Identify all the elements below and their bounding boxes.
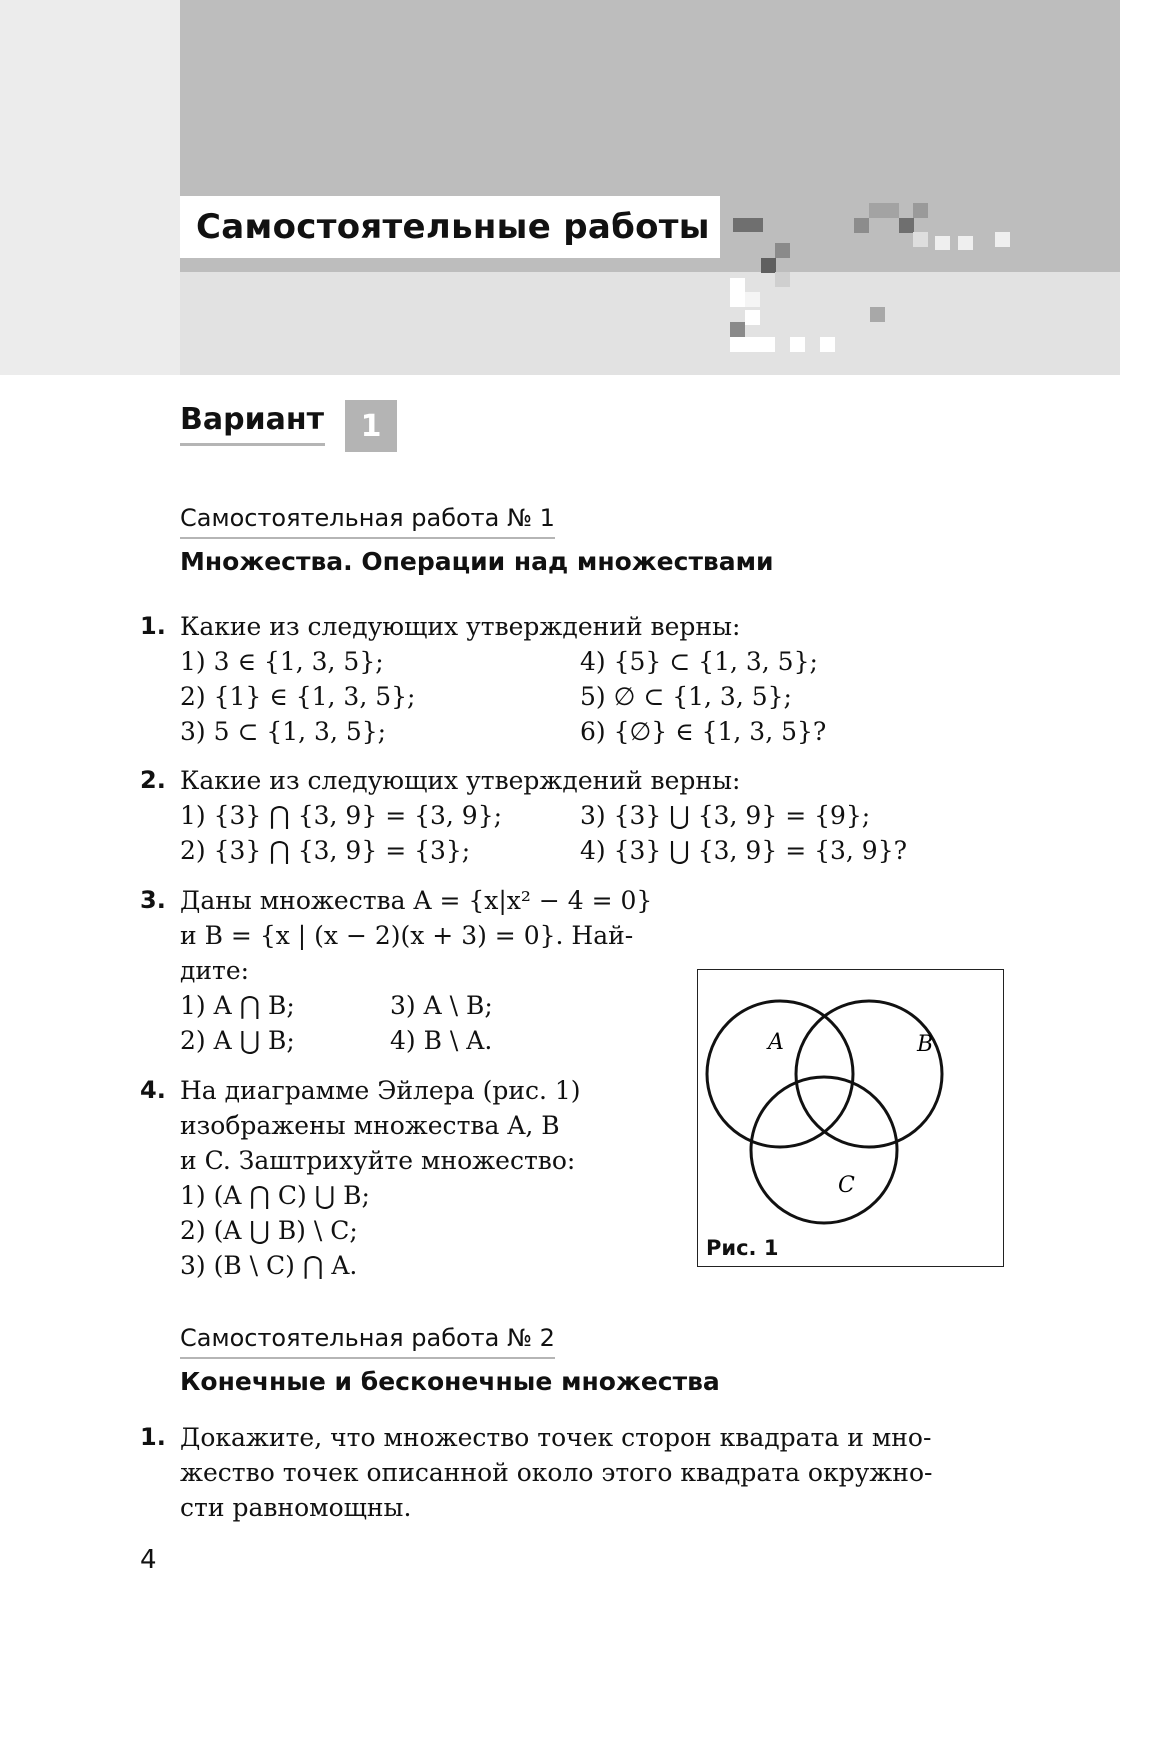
task-option: 5) ∅ ⊂ {1, 3, 5}; [580, 682, 792, 711]
task-option: 2) {3} ⋂ {3, 9} = {3}; [180, 836, 471, 865]
sr1-subtitle: Множества. Операции над множествами [180, 547, 774, 576]
figure-caption: Рис. 1 [706, 1236, 779, 1260]
task-option: 4) {3} ⋃ {3, 9} = {3, 9}? [580, 836, 908, 865]
page-number: 4 [140, 1545, 157, 1575]
circle-c [751, 1077, 897, 1223]
task-option: 1) A ⋂ B; [180, 991, 295, 1020]
task-number: 1. [140, 1423, 166, 1451]
task-option: 3) {3} ⋃ {3, 9} = {9}; [580, 801, 871, 830]
sr2-task-1 [140, 1420, 932, 1525]
task-option: 3) 5 ⊂ {1, 3, 5}; [180, 717, 387, 746]
task-option: 3) (B \ C) ⋂ A. [180, 1251, 358, 1280]
task-option: 4) {5} ⊂ {1, 3, 5}; [580, 647, 818, 676]
variant-number-badge: 1 [345, 400, 397, 452]
variant-label: Вариант [180, 402, 325, 446]
task-text-line: и C. Заштрихуйте множество: [180, 1146, 576, 1175]
task-option: 1) {3} ⋂ {3, 9} = {3, 9}; [180, 801, 503, 830]
sr1-task-3 [140, 883, 652, 1058]
task-number: 2. [140, 766, 166, 794]
task-number: 4. [140, 1076, 166, 1104]
page-title: Самостоятельные работы [196, 207, 710, 247]
euler-diagram [698, 970, 1003, 1266]
task-number: 1. [140, 612, 166, 640]
label-c: C [838, 1173, 855, 1198]
variant-heading [180, 402, 397, 452]
task-option: 2) {1} ∈ {1, 3, 5}; [180, 682, 416, 711]
label-b: B [917, 1032, 934, 1057]
task-option: 3) A \ B; [390, 991, 493, 1020]
task-text-line: сти равномощны. [180, 1493, 412, 1522]
circle-a [707, 1001, 853, 1147]
task-option: 2) A ⋃ B; [180, 1026, 295, 1055]
task-text-line: Даны множества A = {x|x² − 4 = 0} [180, 886, 653, 915]
task-question: Какие из следующих утверждений верны: [180, 766, 741, 795]
euler-diagram-figure [697, 969, 1004, 1267]
sr1-title: Самостоятельная работа № 1 [180, 504, 555, 539]
circle-b [796, 1001, 942, 1147]
header-left-panel [0, 0, 180, 375]
task-text-line: жество точек описанной около этого квадрата окружно- [180, 1458, 933, 1487]
header-lower-block [180, 272, 1120, 375]
sr2-title: Самостоятельная работа № 2 [180, 1324, 555, 1359]
task-question: Какие из следующих утверждений верны: [180, 612, 741, 641]
task-number: 3. [140, 886, 166, 914]
task-text-line: Докажите, что множество точек сторон квадрата и мно- [180, 1423, 932, 1452]
task-option: 2) (A ⋃ B) \ C; [180, 1216, 358, 1245]
task-option: 4) B \ A. [390, 1026, 493, 1055]
sr1-task-1 [140, 609, 826, 749]
label-a: A [768, 1030, 784, 1055]
task-option: 1) 3 ∈ {1, 3, 5}; [180, 647, 384, 676]
task-option: 6) {∅} ∈ {1, 3, 5}? [580, 717, 827, 746]
task-text-line: изображены множества A, B [180, 1111, 560, 1140]
task-option: 1) (A ⋂ C) ⋃ B; [180, 1181, 370, 1210]
sr2-subtitle: Конечные и бесконечные множества [180, 1367, 720, 1396]
task-text-line: дите: [180, 956, 250, 985]
task-text-line: и B = {x | (x − 2)(x + 3) = 0}. Най- [180, 921, 634, 950]
sr1-task-2 [140, 763, 907, 868]
task-text-line: На диаграмме Эйлера (рис. 1) [180, 1076, 581, 1105]
sr1-task-4 [140, 1073, 581, 1283]
page-title-box [180, 196, 720, 258]
